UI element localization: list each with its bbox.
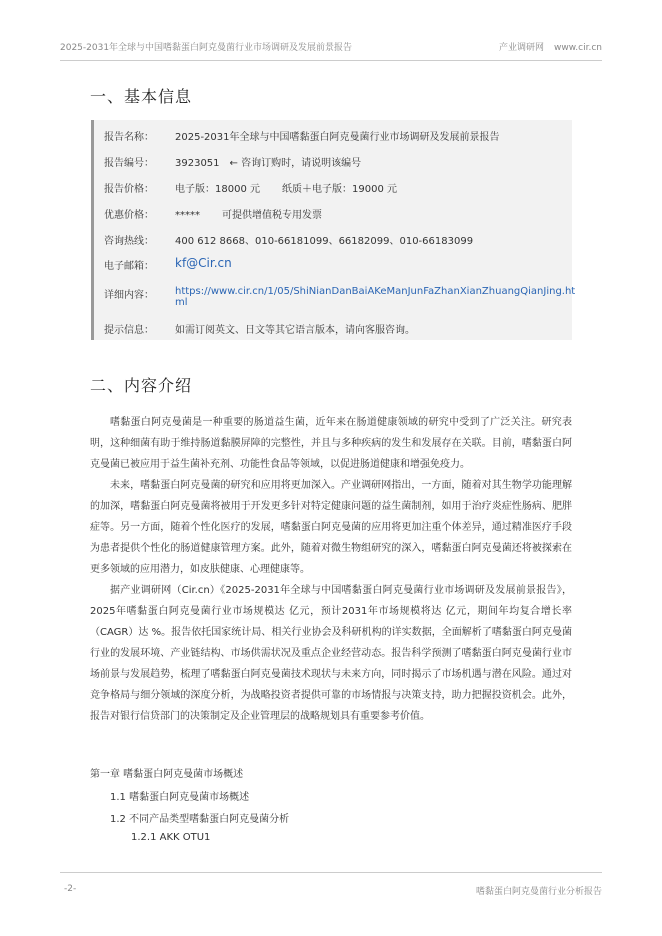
toc-item-1-2-1[interactable]: 1.2.1 AKK OTU1: [131, 832, 211, 843]
footer-title: 嗜黏蛋白阿克曼菌行业分析报告: [475, 887, 602, 897]
discount-price: *****: [175, 210, 200, 221]
info-label: 报告编号：: [104, 158, 154, 169]
info-label: 优惠价格：: [104, 210, 154, 221]
section-content-intro-title: 二、内容介绍: [90, 376, 193, 395]
toc-item-1-1[interactable]: 1.1 嗜黏蛋白阿克曼菌市场概述: [110, 792, 250, 803]
toc-item-1-2[interactable]: 1.2 不同产品类型嗜黏蛋白阿克曼菌分析: [110, 814, 290, 825]
info-box: [91, 120, 576, 340]
price-paper-electronic: 纸质＋电子版：19000 元: [282, 184, 397, 195]
toc-chapter-1[interactable]: 第一章 嗜黏蛋白阿克曼菌市场概述: [90, 769, 244, 780]
detail-url-link[interactable]: https://www.cir.cn/1/05/ShiNianDanBaiAKeManJunFaZhanXianZhuangQianJing.html: [175, 286, 576, 308]
header-title: 2025-2031年全球与中国嗜黏蛋白阿克曼菌行业市场调研及发展前景报告: [60, 43, 353, 53]
paragraph: 据产业调研网（Cir.cn）《2025-2031年全球与中国嗜黏蛋白阿克曼菌行业市场调研及发展前景报告》，2025年嗜黏蛋白阿克曼菌行业市场规模达 亿元，预计2031年市场规模将达 亿元，期间年均复合增长率（CAGR）达 %。报告依托国家统计局、相关行业协会及科研机构的详实数据，全面解析了嗜黏蛋白阿克曼菌行业的发展环境、产业链结构、市场供需状况及重点企业经营动态。报告科学预测了嗜黏蛋白阿克曼菌行业市场前景与发展趋势，梳理了嗜黏蛋白阿克曼菌技术现状与未来方向，同时揭示了市场机遇与潜在风险。通过对竞争格局与细分领域的深度分析，为战略投资者提供可靠的市场情报与决策支持，助力把握投资机会。此外，报告对银行信贷部门的决策制定及企业管理层的战略规划具有重要参考价值。: [90, 585, 572, 722]
discount-value: [175, 206, 322, 221]
hotline-value: 400 612 8668、010-66181099、66182099、010-66183099: [175, 236, 474, 247]
footer-divider: [60, 872, 602, 873]
paragraph: 嗜黏蛋白阿克曼菌是一种重要的肠道益生菌，近年来在肠道健康领域的研究中受到了广泛关注。研究表明，这种细菌有助于维持肠道黏膜屏障的完整性，并且与多种疾病的发生和发展存在关联。目前，嗜黏蛋白阿克曼菌已被应用于益生菌补充剂、功能性食品等领域，以促进肠道健康和增强免疫力。: [90, 417, 572, 470]
section-basic-info-title: 一、基本信息: [90, 87, 193, 106]
info-label: 咨询热线：: [104, 236, 154, 247]
info-label: 报告名称：: [104, 132, 154, 143]
info-label: 电子邮箱：: [104, 261, 154, 272]
price-value: [175, 180, 397, 195]
header-divider: [60, 60, 602, 61]
info-label: 报告价格：: [104, 184, 154, 195]
report-name-value: 2025-2031年全球与中国嗜黏蛋白阿克曼菌行业市场调研及发展前景报告: [175, 132, 500, 143]
price-electronic: 电子版：18000 元: [175, 184, 260, 195]
header-site: [499, 40, 602, 53]
invoice-note: 可提供增值税专用发票: [222, 210, 322, 221]
tip-value: 如需订阅英文、日文等其它语言版本，请向客服咨询。: [175, 325, 415, 336]
content-intro-body: [90, 412, 572, 727]
info-label: 提示信息：: [104, 325, 154, 336]
header-site-url[interactable]: www.cir.cn: [554, 43, 602, 53]
header-site-name: 产业调研网: [499, 43, 545, 53]
paragraph: 未来，嗜黏蛋白阿克曼菌的研究和应用将更加深入。产业调研网指出，一方面，随着对其生物学功能理解的加深，嗜黏蛋白阿克曼菌将被用于开发更多针对特定健康问题的益生菌制剂，如用于治疗炎症性肠病、肥胖症等。另一方面，随着个性化医疗的发展，嗜黏蛋白阿克曼菌的应用将更加注重个体差异，通过精准医疗手段为患者提供个性化的肠道健康管理方案。此外，随着对微生物组研究的深入，嗜黏蛋白阿克曼菌还将被探索在更多领域的应用潜力，如皮肤健康、心理健康等。: [90, 480, 572, 575]
info-label: 详细内容：: [104, 290, 154, 301]
report-code-value: 3923051 ← 咨询订购时，请说明该编号: [175, 158, 362, 169]
page-number: -2-: [64, 884, 77, 894]
email-link[interactable]: kf@Cir.cn: [175, 256, 232, 270]
